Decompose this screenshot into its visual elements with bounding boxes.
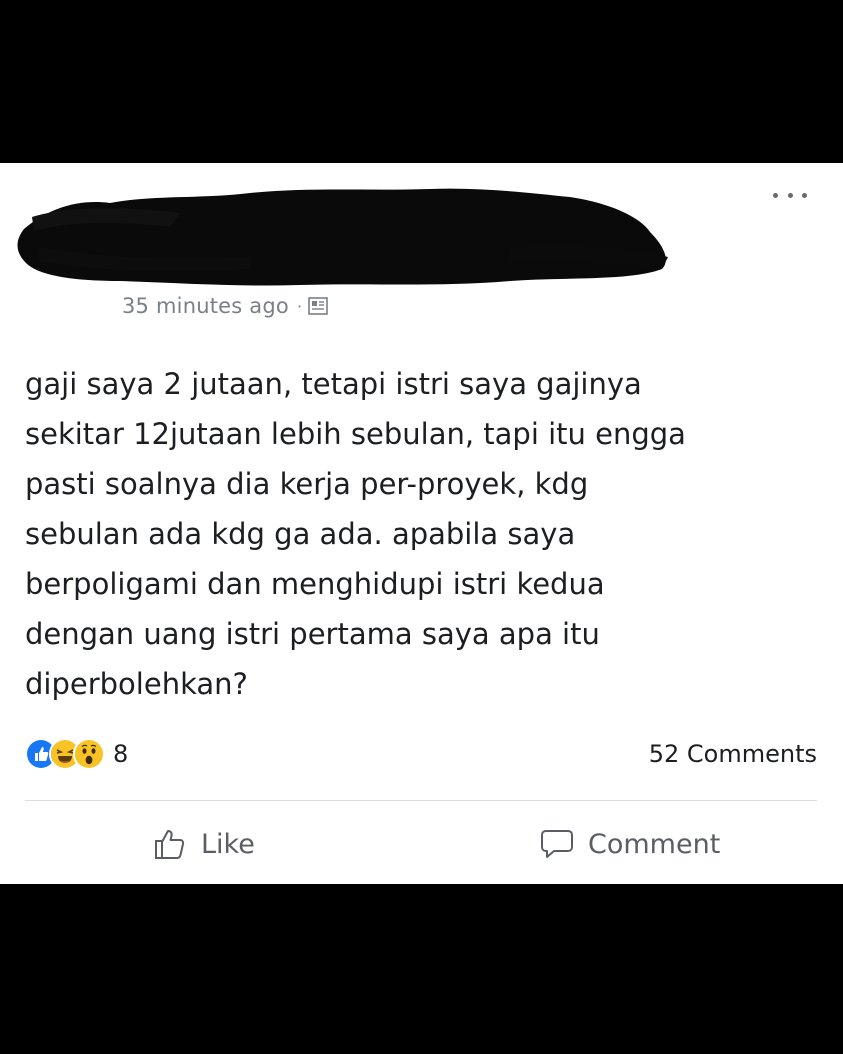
letterbox-top	[0, 0, 843, 163]
more-options-icon[interactable]	[773, 185, 807, 205]
audience-icon[interactable]	[308, 297, 328, 315]
like-button[interactable]	[153, 818, 255, 870]
post-card	[0, 163, 843, 884]
comment-bubble-icon	[540, 827, 574, 861]
wow-reaction-icon	[73, 738, 105, 770]
action-divider	[25, 800, 817, 801]
reaction-count: 8	[113, 740, 129, 768]
post-meta	[122, 289, 328, 323]
meta-separator: ·	[296, 296, 303, 316]
letterbox-bottom	[0, 884, 843, 1054]
reactions-summary[interactable]	[25, 737, 128, 771]
comments-count-link[interactable]: 52 Comments	[648, 740, 817, 768]
thumbs-up-icon	[153, 827, 187, 861]
post-timestamp[interactable]: 35 minutes ago	[122, 294, 289, 318]
author-redaction	[10, 177, 675, 289]
comment-label: Comment	[588, 828, 721, 860]
action-bar	[25, 818, 817, 870]
post-body-text: gaji saya 2 jutaan, tetapi istri saya gajinya sekitar 12jutaan lebih sebulan, tapi itu engga pasti soalnya dia kerja per-proyek, kdg sebulan ada kdg ga ada. apabila saya berpoligami dan menghidupi istri kedua dengan uang istri pertama saya apa itu diperbolehkan?	[25, 367, 686, 701]
comment-button[interactable]	[540, 818, 720, 870]
like-label: Like	[201, 828, 255, 860]
